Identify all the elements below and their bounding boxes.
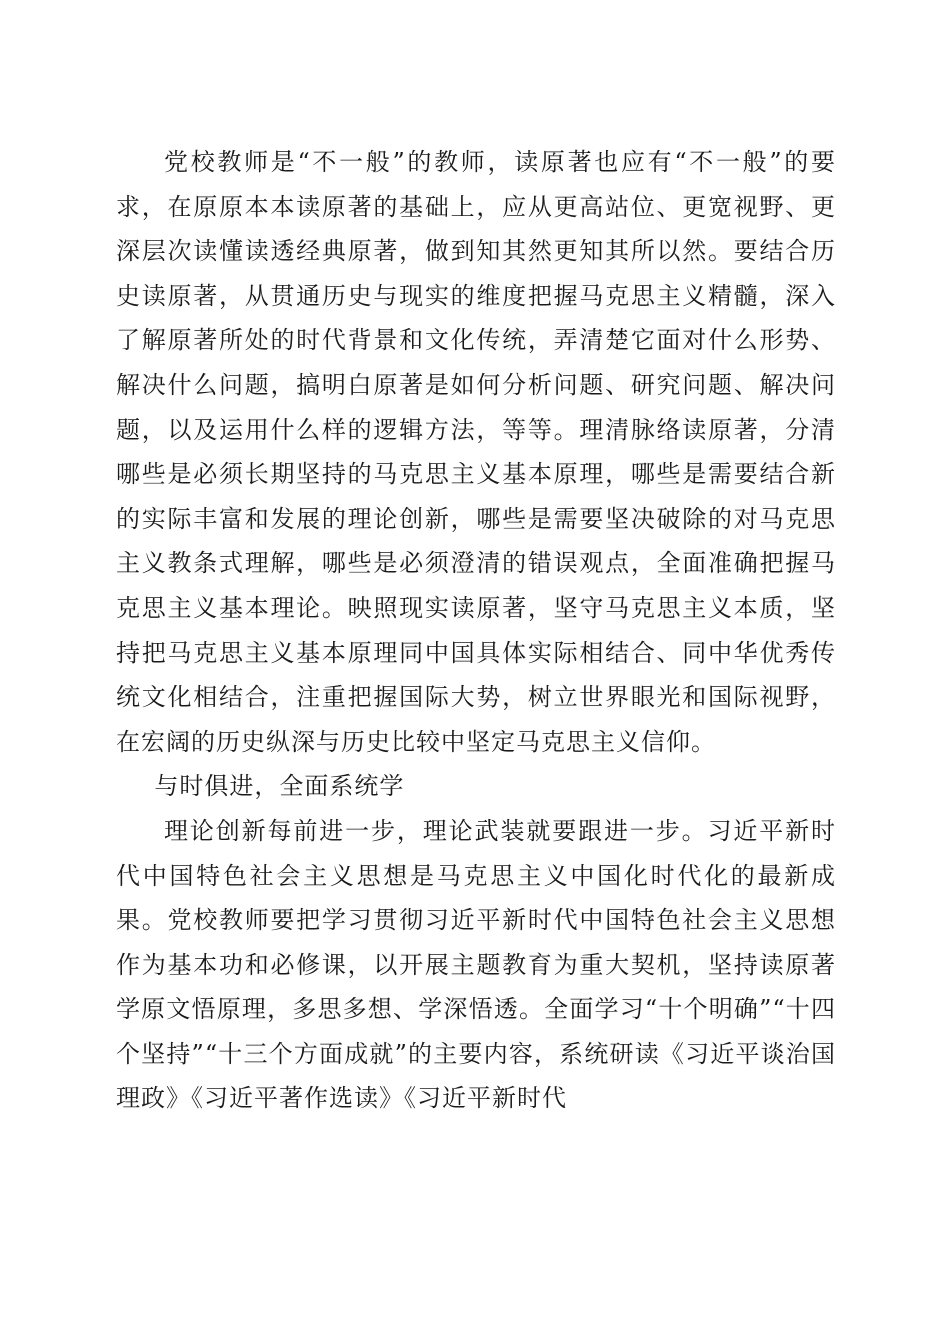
document-body	[116, 140, 836, 1121]
section-heading: 与时俱进，全面系统学	[154, 772, 405, 801]
paragraph-theory-innovation: 理论创新每前进一步，理论武装就要跟进一步。习近平新时代中国特色社会主义思想是马克思主义中国化时代化的最新成果。党校教师要把学习贯彻习近平新时代中国特色社会主义思想作为基本功和必修课，以开展主题教育为重大契机，坚持读原著学原文悟原理，多思多想、学深悟透。全面学习“十个明确”“十四个坚持”“十三个方面成就”的主要内容，系统研读《习近平谈治国理政》《习近平著作选读》《习近平新时代	[116, 816, 836, 1113]
paragraph-reading-originals: 党校教师是“不一般”的教师，读原著也应有“不一般”的要求，在原原本本读原著的基础上，应从更高站位、更宽视野、更深层次读懂读透经典原著，做到知其然更知其所以然。要结合历史读原著，从贯通历史与现实的维度把握马克思主义精髓，深入了解原著所处的时代背景和文化传统，弄清楚它面对什么形势、解决什么问题，搞明白原著是如何分析问题、研究问题、解决问题，以及运用什么样的逻辑方法，等等。理清脉络读原著，分清哪些是必须长期坚持的马克思主义基本原理，哪些是需要结合新的实际丰富和发展的理论创新，哪些是需要坚决破除的对马克思主义教条式理解，哪些是必须澄清的错误观点，全面准确把握马克思主义基本理论。映照现实读原著，坚守马克思主义本质，坚持把马克思主义基本原理同中国具体实际相结合、同中华优秀传统文化相结合，注重把握国际大势，树立世界眼光和国际视野，在宏阔的历史纵深与历史比较中坚定马克思主义信仰。	[116, 148, 836, 756]
